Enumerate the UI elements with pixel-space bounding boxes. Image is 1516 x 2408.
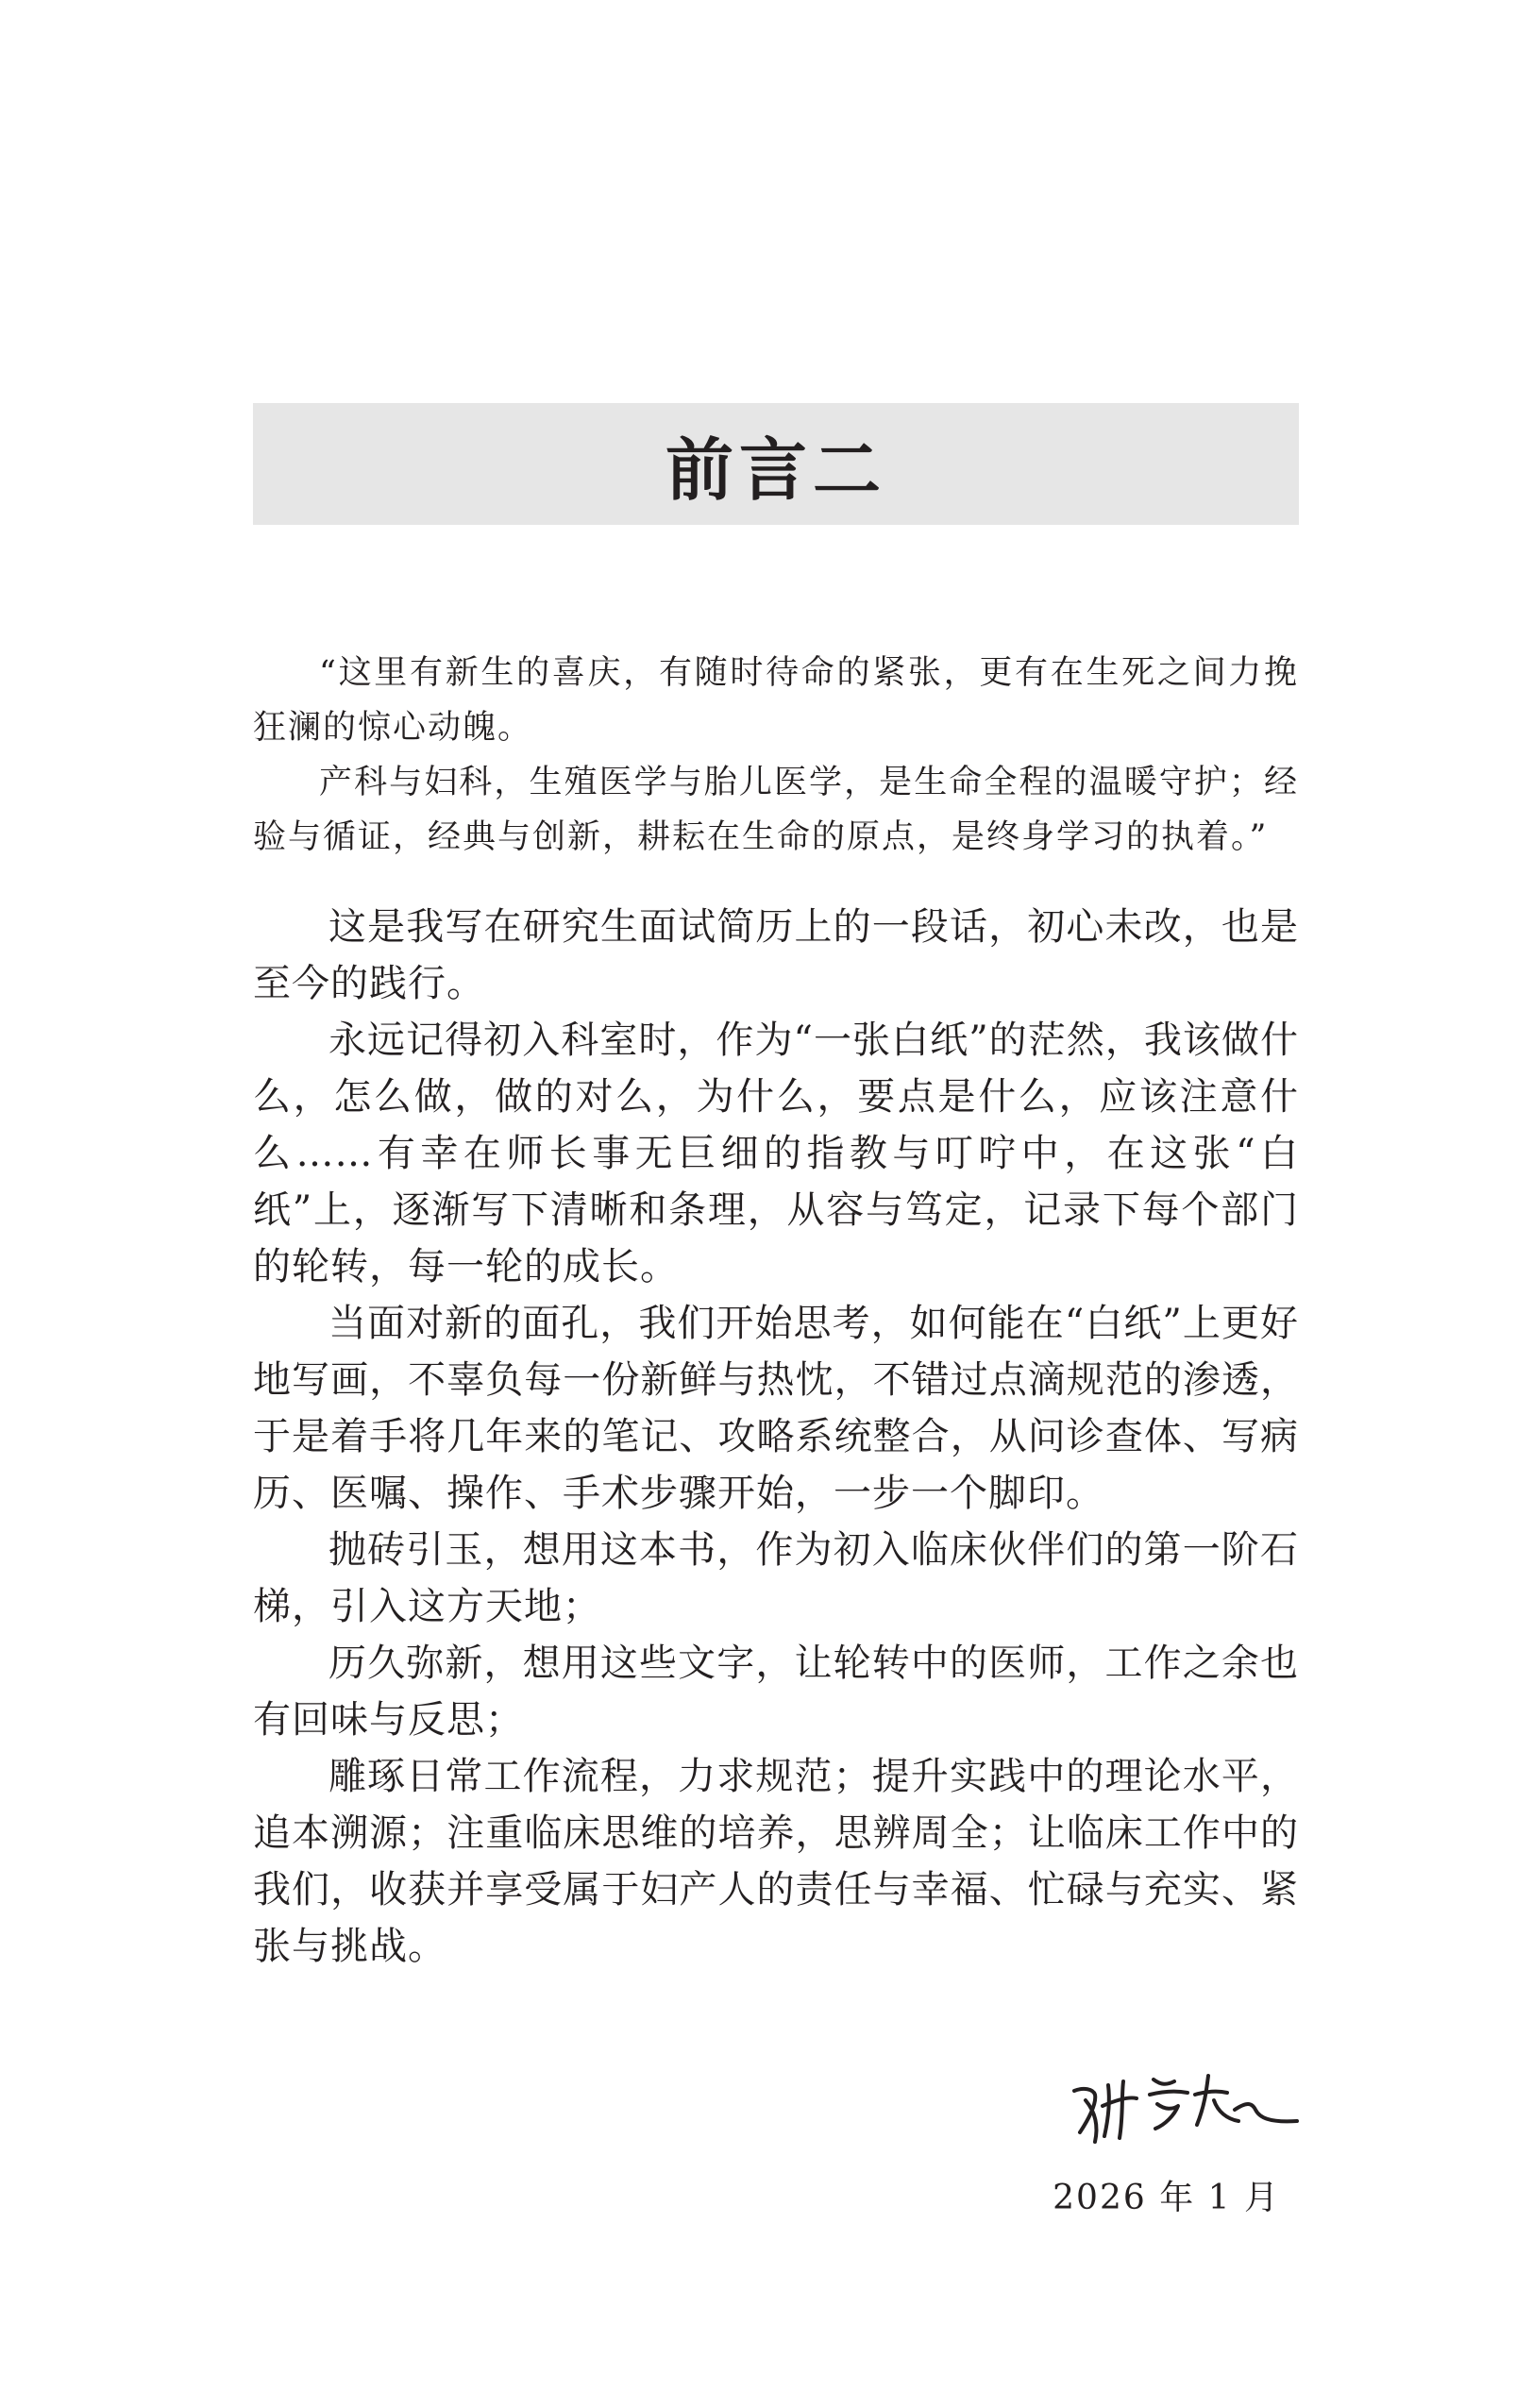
quote-paragraph: “这里有新生的喜庆，有随时待命的紧张，更有在生死之间力挽狂澜的惊心动魄。	[253, 654, 1299, 747]
paragraph: 历久弥新，想用这些文字，让轮转中的医师，工作之余也有回味与反思；	[253, 1642, 1299, 1742]
quote-paragraph: 产科与妇科，生殖医学与胎儿医学，是生命全程的温暖守护；经验与循证，经典与创新，耕耘在生命的原点，是终身学习的执着。”	[253, 764, 1299, 856]
paragraph: 这是我写在研究生面试简历上的一段话，初心未改，也是至今的践行。	[253, 905, 1299, 1005]
body-text	[253, 899, 1299, 1975]
quote-block	[253, 646, 1299, 865]
paragraph: 当面对新的面孔，我们开始思考，如何能在“白纸”上更好地写画，不辜负每一份新鲜与热忱，不错过点滴规范的渗透，于是着手将几年来的笔记、攻略系统整合，从问诊查体、写病历、医嘱、操作、手术步骤开始，一步一个脚印。	[253, 1302, 1299, 1515]
page-title: 前言二	[665, 429, 886, 510]
paragraph: 雕琢日常工作流程，力求规范；提升实践中的理论水平，追本溯源；注重临床思维的培养，思辨周全；让临床工作中的我们，收获并享受属于妇产人的责任与幸福、忙碌与充实、紧张与挑战。	[253, 1755, 1299, 1968]
handwritten-signature	[1067, 2063, 1303, 2147]
paragraph: 永远记得初入科室时，作为“一张白纸”的茫然，我该做什么，怎么做，做的对么，为什么，要点是什么，应该注意什么……有幸在师长事无巨细的指教与叮咛中，在这张“白纸”上，逐渐写下清晰和条理，从容与笃定，记录下每个部门的轮转，每一轮的成长。	[253, 1019, 1299, 1288]
title-banner	[253, 403, 1299, 525]
paragraph: 抛砖引玉，想用这本书，作为初入临床伙伴们的第一阶石梯，引入这方天地；	[253, 1528, 1299, 1628]
date: 2026 年 1 月	[1053, 2179, 1280, 2217]
